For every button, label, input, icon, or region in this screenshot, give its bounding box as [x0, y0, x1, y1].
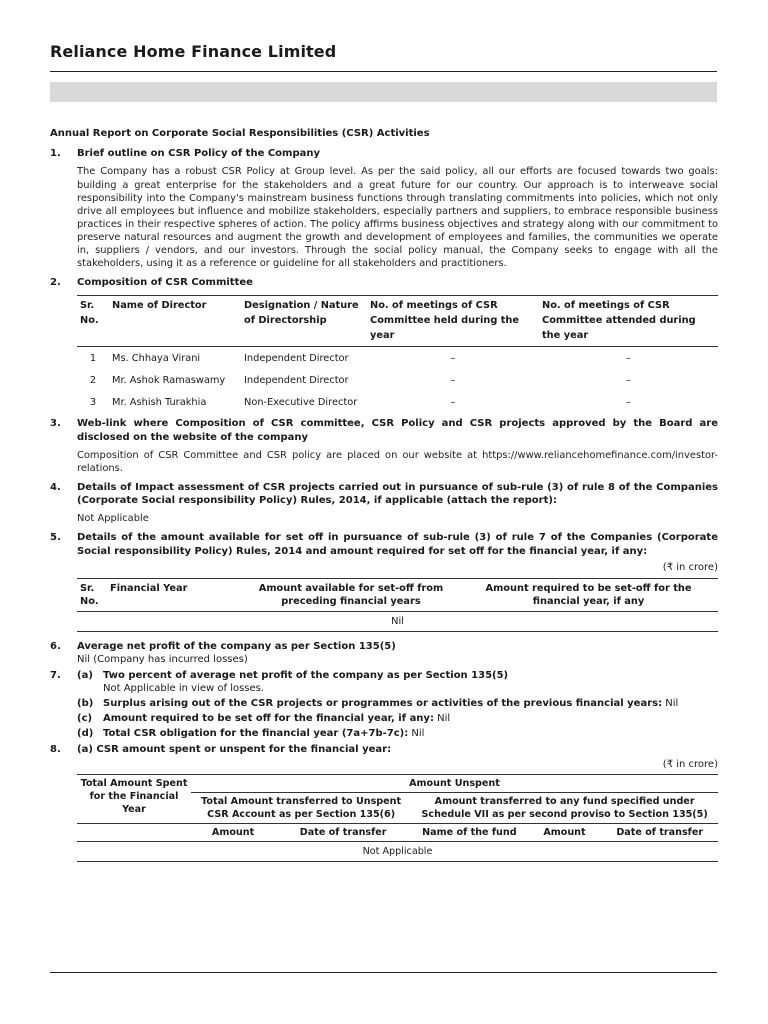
table-row [77, 842, 718, 862]
section-1 [50, 147, 718, 270]
cell-held: – [450, 352, 456, 364]
section-5 [50, 531, 718, 574]
section-number: 1. [50, 148, 61, 160]
column-header: Financial Year [110, 583, 188, 595]
item-value: Nil [437, 713, 451, 725]
column-header: Name of Director [112, 300, 207, 312]
column-header: Sr. No. [80, 300, 99, 327]
item-value: Nil [665, 698, 679, 710]
section-number: 6. [50, 641, 61, 653]
section-heading: Details of the amount available for set off in pursuance of sub-rule (3) of rule 7 of the Companies (Corporate Social responsibility Policy) Rules, 2014 and amount required for set off for the financial year, if any: [77, 532, 718, 557]
section-2 [50, 276, 718, 289]
section-8 [50, 743, 718, 771]
column-header: Total Amount Spent for the Financial Year [77, 775, 191, 824]
table-row [77, 391, 718, 413]
cell-name: Mr. Ashok Ramaswamy [112, 374, 226, 386]
cell-held: – [450, 396, 456, 408]
item-heading: Total CSR obligation for the financial year (7a+7b-7c): [103, 728, 409, 740]
section-6 [50, 640, 718, 666]
section-3 [50, 417, 718, 475]
column-header: Amount required to be set-off for the financial year, if any [485, 583, 692, 608]
section-value: Nil (Company has incurred losses) [77, 654, 248, 666]
table-header-row [77, 579, 718, 612]
cell-sr: 1 [89, 352, 97, 364]
table-header-row [77, 296, 718, 347]
column-header: Amount Unspent [191, 775, 718, 793]
table-row [77, 612, 718, 632]
cell-name: Mr. Ashish Turakhia [112, 396, 207, 408]
column-header: Amount transferred to any fund specified under Schedule VII as per second proviso to Section 135(5) [421, 796, 708, 821]
section-number: 3. [50, 418, 61, 430]
cell-value: Nil [77, 612, 718, 632]
table-subheader-row [77, 824, 718, 842]
cell-value: Not Applicable [362, 846, 433, 858]
cell-attended: – [626, 396, 631, 408]
cell-held: – [450, 374, 456, 386]
cell-name: Ms. Chhaya Virani [112, 352, 201, 364]
report-content [50, 127, 718, 862]
section-number: 2. [50, 277, 61, 289]
section-heading: Details of Impact assessment of CSR projects carried out in pursuance of sub-rule (3) of rule 8 of the Companies (Corporate Social responsibility Policy) Rules, 2014, if applicable (attach the report): [77, 481, 718, 507]
section-heading: Brief outline on CSR Policy of the Company [77, 148, 321, 160]
section-number: 8. [50, 743, 61, 755]
table-row [77, 369, 718, 391]
cell-attended: – [626, 374, 631, 386]
cell-designation: Independent Director [244, 352, 349, 364]
currency-unit: (₹ in crore) [662, 758, 718, 770]
item-7c [77, 712, 718, 725]
website-link-text: Composition of CSR Committee and CSR policy are placed on our website at https://www.reliancehomefinance.com/investor-relations. [77, 449, 718, 474]
section-heading: Average net profit of the company as per Section 135(5) [77, 641, 396, 653]
table-row [77, 347, 718, 370]
column-header: No. of meetings of CSR Committee held during the year [370, 300, 520, 342]
column-header: Amount [543, 827, 586, 839]
section-number: 7. [50, 669, 61, 681]
column-header: Sr. No. [80, 583, 99, 608]
section-value: Not Applicable [77, 513, 149, 525]
item-value: Nil [411, 728, 425, 740]
report-title: Annual Report on Corporate Social Responsibilities (CSR) Activities [50, 128, 430, 139]
section-heading: Web-link where Composition of CSR committee, CSR Policy and CSR projects approved by the Board are disclosed on the website of the company [77, 418, 718, 443]
column-header: Date of transfer [299, 827, 387, 839]
section-heading: (a) CSR amount spent or unspent for the financial year: [77, 743, 392, 755]
item-label: (c) [77, 713, 93, 725]
item-7a [77, 669, 718, 695]
header-rule [50, 71, 717, 72]
item-label: (b) [77, 698, 94, 710]
section-number: 4. [50, 481, 61, 493]
cell-attended: – [626, 352, 631, 364]
item-7d [77, 727, 718, 740]
csr-policy-outline: The Company has a robust CSR Policy at Group level. As per the said policy, all our efforts are focused towards two goals: building a great enterprise for the stakeholders and a great future for our country. Our approach is to interweave social responsibility into the Company's mainstream business functions through translating commitments into policies, which not only drive all employees but influence and mobilize stakeholders, especially partners and suppliers, to embrace responsible business practices in their respective spheres of action. The policy affirms business objectives and strategy along with our commitment to preserve natural resources and augment the growth and development of employees and families, the communities we operate in, suppliers / vendors, and our investors. Through the social policy manual, the Company seeks to engage with all the stakeholders, using it as a reference or guideline for all stakeholders and practitioners. [77, 166, 718, 270]
csr-committee-table [77, 295, 718, 413]
column-header: Amount [211, 827, 255, 839]
item-label: (d) [77, 728, 94, 740]
item-heading: Surplus arising out of the CSR projects or programmes or activities of the previous financial years: [103, 698, 663, 710]
item-label: (a) [77, 669, 93, 681]
company-name: Reliance Home Finance Limited [50, 42, 337, 61]
item-7b [77, 697, 718, 710]
column-header: Total Amount transferred to Unspent CSR Account as per Section 135(6) [201, 796, 402, 821]
column-header: Designation / Nature of Directorship [244, 300, 359, 327]
section-heading: Composition of CSR Committee [77, 277, 253, 289]
cell-sr: 3 [89, 396, 97, 408]
csr-spent-table [77, 774, 718, 862]
set-off-table [77, 578, 718, 632]
column-header: Amount available for set-off from preceding financial years [258, 583, 444, 608]
footer-rule [50, 972, 717, 973]
cell-designation: Independent Director [244, 374, 349, 386]
cell-designation: Non-Executive Director [244, 396, 358, 408]
item-heading: Two percent of average net profit of the company as per Section 135(5) [103, 669, 509, 681]
section-7 [50, 669, 718, 741]
header-band [50, 82, 717, 102]
currency-unit: (₹ in crore) [662, 561, 718, 573]
section-number: 5. [50, 532, 61, 544]
column-header: Date of transfer [616, 827, 704, 839]
cell-sr: 2 [89, 374, 97, 386]
column-header: No. of meetings of CSR Committee attended during the year [542, 300, 696, 342]
section-4 [50, 481, 718, 526]
column-header: Name of the fund [422, 827, 517, 839]
item-heading: Amount required to be set off for the financial year, if any: [103, 713, 434, 725]
item-value: Not Applicable in view of losses. [103, 682, 265, 694]
